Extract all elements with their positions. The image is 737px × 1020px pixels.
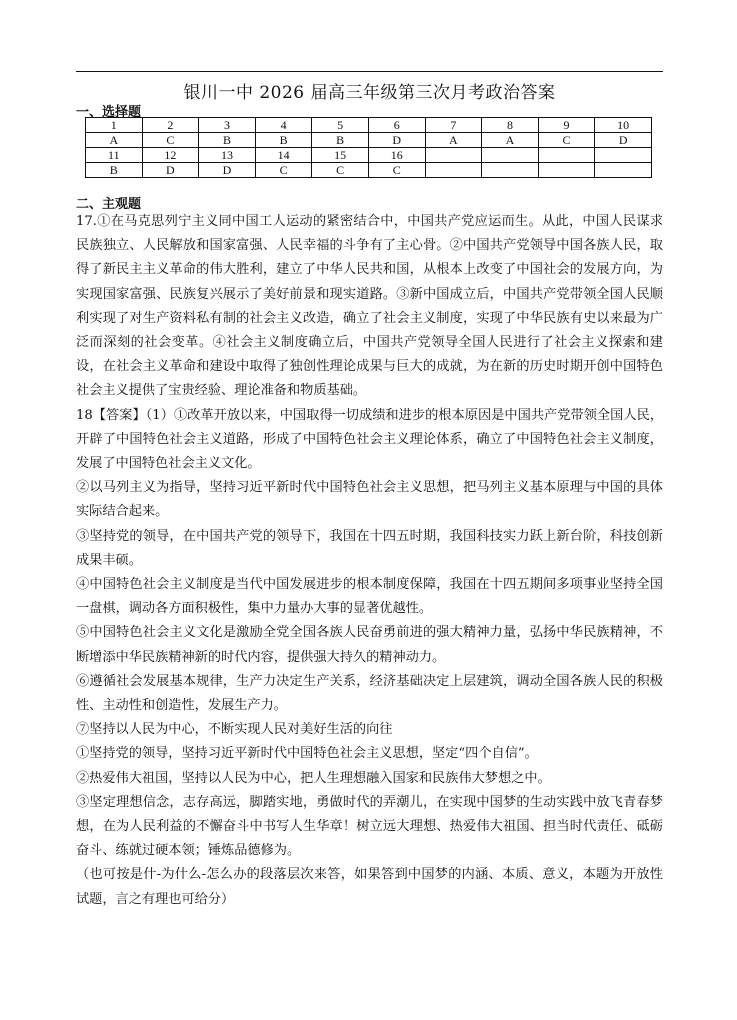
table-cell xyxy=(538,148,595,163)
paragraph-q18-6: ⑥遵循社会发展基本规律，生产力决定生产关系，经济基础决定上层建筑，调动全国各族人民的积极性、主动性和创造性，发展生产力。 xyxy=(76,673,663,714)
table-cell xyxy=(595,163,652,178)
table-cell: 16 xyxy=(368,148,425,163)
table-cell: B xyxy=(255,133,312,148)
paragraph-q18-7: ⑦坚持以人民为中心，不断实现人民对美好生活的向往 xyxy=(76,722,393,738)
table-row xyxy=(86,148,652,163)
table-cell xyxy=(425,148,482,163)
table-cell: C xyxy=(142,133,199,148)
paragraph-q18-part2-2: ②热爱伟大祖国，坚持以人民为中心，把人生理想融入国家和民族伟大梦想之中。 xyxy=(76,770,551,786)
table-cell xyxy=(595,148,652,163)
table-cell: C xyxy=(368,163,425,178)
table-cell: 3 xyxy=(199,118,256,133)
table-cell xyxy=(425,163,482,178)
table-cell: C xyxy=(312,163,369,178)
table-row xyxy=(86,118,652,133)
page-title: 银川一中 2026 届高三年级第三次月考政治答案 xyxy=(183,83,556,103)
paragraph-q18-part2-1: ①坚持党的领导，坚持习近平新时代中国特色社会主义思想，坚定“四个自信”。 xyxy=(76,746,538,762)
table-cell: 1 xyxy=(86,118,143,133)
paragraph-q18-3: ③坚持党的领导，在中国共产党的领导下，我国在十四五时期，我国科技实力跃上新台阶，科技创新成果丰硕。 xyxy=(76,528,663,568)
table-cell: 6 xyxy=(368,118,425,133)
table-cell: B xyxy=(199,133,256,148)
table-cell: D xyxy=(368,133,425,148)
table-cell: 5 xyxy=(312,118,369,133)
paragraph-q18-4: ④中国特色社会主义制度是当代中国发展进步的根本制度保障，我国在十四五期间多项事业坚持全国一盘棋，调动各方面积极性，集中力量办大事的显著优越性。 xyxy=(76,577,663,617)
table-cell: 9 xyxy=(538,118,595,133)
table-cell: 2 xyxy=(142,118,199,133)
table-cell: 8 xyxy=(482,118,539,133)
table-cell: 12 xyxy=(142,148,199,163)
table-cell: A xyxy=(425,133,482,148)
table-cell: 10 xyxy=(595,118,652,133)
table-cell: D xyxy=(142,163,199,178)
table-cell: B xyxy=(312,133,369,148)
table-cell: 15 xyxy=(312,148,369,163)
table-row xyxy=(86,133,652,148)
paragraph-q17: 17.①在马克思列宁主义同中国工人运动的紧密结合中，中国共产党应运而生。从此，中国人民谋求民族独立、人民解放和国家富强、人民幸福的斗争有了主心骨。②中国共产党领导中国各族人民，取得了新民主主义革命的伟大胜利，建立了中华人民共和国，从根本上改变了中国社会的发展方向，为实现国家富强、民族复兴展示了美好前景和现实道路。③新中国成立后，中国共产党带领全国人民顺利实现了对生产资料私有制的社会主义改造，确立了社会主义制度，实现了中华民族有史以来最为广泛而深刻的社会变革。④社会主义制度确立后，中国共产党领导全国人民进行了社会主义探索和建设，在社会主义革命和建设中取得了独创性理论成果与巨大的成就，为在新的历史时期开创中国特色社会主义提供了宝贵经验、理论准备和物质基础。 xyxy=(76,214,663,399)
table-cell: C xyxy=(538,133,595,148)
table-row xyxy=(86,163,652,178)
answer-body xyxy=(76,210,663,912)
header-rule xyxy=(76,71,663,72)
answer-table xyxy=(85,117,652,178)
section-heading-choice: 一、选择题 xyxy=(76,105,142,120)
paragraph-q18-2: ②以马列主义为指导，坚持习近平新时代中国特色社会主义思想，把马列主义基本原理与中国的具体实际结合起来。 xyxy=(76,480,663,520)
table-cell xyxy=(538,163,595,178)
paragraph-q18-1: 18【答案】（1）①改革开放以来，中国取得一切成绩和进步的根本原因是中国共产党带领全国人民，开辟了中国特色社会主义道路，形成了中国特色社会主义理论体系，确立了中国特色社会主义制度，发展了中国特色社会主义文化。 xyxy=(76,407,663,472)
paragraph-q18-part2-3: ③坚定理想信念，志存高远，脚踏实地，勇做时代的弄潮儿，在实现中国梦的生动实践中放飞青春梦想，在为人民利益的不懈奋斗中书写人生华章！树立远大理想、热爱伟大祖国、担当时代责任、砥砺奋斗、练就过硬本领；锤炼品德修为。 xyxy=(76,794,663,859)
table-cell: 14 xyxy=(255,148,312,163)
table-cell: A xyxy=(482,133,539,148)
table-cell: D xyxy=(595,133,652,148)
paragraph-q18-5: ⑤中国特色社会主义文化是激励全党全国各族人民奋勇前进的强大精神力量，弘扬中华民族精神，不断增添中华民族精神新的时代内容，提供强大持久的精神动力。 xyxy=(76,625,663,665)
section-heading-subjective: 二、主观题 xyxy=(76,197,142,212)
table-cell: 7 xyxy=(425,118,482,133)
table-cell: 4 xyxy=(255,118,312,133)
table-cell: 13 xyxy=(199,148,256,163)
table-cell xyxy=(482,163,539,178)
table-cell: A xyxy=(86,133,143,148)
table-cell: D xyxy=(199,163,256,178)
table-cell: C xyxy=(255,163,312,178)
table-cell: B xyxy=(86,163,143,178)
table-cell: 11 xyxy=(86,148,143,163)
table-cell xyxy=(482,148,539,163)
paragraph-note: （也可按是什-为什么-怎么办的段落层次来答，如果答到中国梦的内涵、本质、意义，本题为开放性试题，言之有理也可给分） xyxy=(76,867,663,907)
